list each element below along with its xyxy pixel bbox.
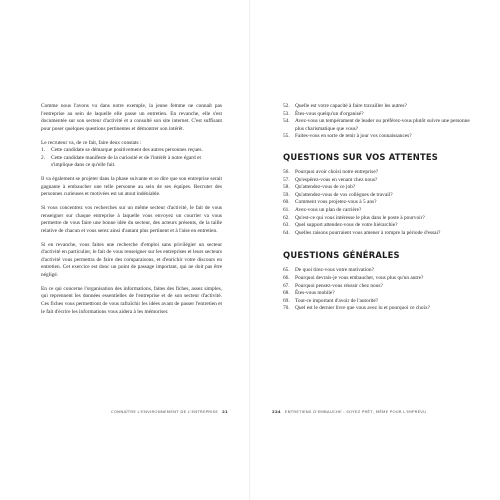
question-number: 64.: [283, 229, 290, 236]
question-text: Qu'est-ce qui vous intéresse le plus dans le poste à pourvoir?: [295, 214, 425, 221]
item-number: 2.: [41, 154, 46, 161]
item-number: 1.: [41, 147, 46, 154]
item-text: Cette candidate se démarque positivement des autres personnes reçues.: [51, 147, 203, 154]
question-text: Avez-vous un tempérament de leader ou préférez-vous plutôt suivre une personne plus charismatique que vous?: [295, 118, 470, 132]
question-number: 66.: [283, 274, 290, 281]
question-number: 53.: [283, 110, 290, 117]
question-number: 61.: [283, 206, 290, 213]
paragraph: Comme nous l'avons vu dans notre exemple, la jeune femme ne connaît pas l'entreprise au sein de laquelle elle passe un entretien. En revanche, elle s'est documentée sur son secteur d'activité et a consulté son site internet. C'est suffisant pour poser quelques questions pertinentes et démontrer son intérêt.: [41, 103, 222, 132]
question-item: [283, 230, 473, 238]
question-text: Pourquoi devrais-je vous embaucher, vous plus qu'un autre?: [295, 274, 424, 281]
question-item: [283, 215, 473, 223]
question-number: 65.: [283, 267, 290, 274]
questions-list-top: [283, 103, 473, 141]
question-text: Quelle est votre capacité à faire travailler les autres?: [295, 103, 407, 109]
footer-title: ENTRETIENS D'EMBAUCHE : SOYEZ PRÊT, MÊME POUR L'IMPRÉVU: [284, 409, 427, 414]
question-text: Faites-vous en sorte de tenir à jour vos connaissances?: [295, 133, 412, 140]
question-text: Êtes-vous mobile?: [295, 290, 335, 297]
constats-list: [41, 147, 222, 170]
question-item: [283, 283, 473, 291]
section-heading-generales: QUESTIONS GÉNÉRALES: [283, 250, 400, 261]
question-text: De quoi tirez-vous votre motivation?: [295, 267, 374, 274]
paragraph: Si vous concentrez vos recherches sur un même secteur d'activité, le fait de vous renseigner sur chaque entreprise à laquelle vous envoyez un courrier va vous permettre de vous faire une bonne idée du secteur, des acteurs présents, de la taille relative de chacun et vous serez ainsi d'autant plus pertinent et à l'aise en entretien.: [41, 205, 222, 234]
list-item: [41, 155, 222, 170]
question-number: 67.: [283, 282, 290, 289]
question-item: [283, 207, 473, 215]
question-text: Pourquoi avoir choisi notre entreprise?: [295, 168, 379, 175]
question-number: 54.: [283, 118, 290, 125]
question-item: [283, 192, 473, 200]
footer-title: CONNAÎTRE L'ENVIRONNEMENT DE L'ENTREPRISE: [110, 409, 219, 414]
question-text: Qu'attendez-vous de vos collègues de travail?: [295, 191, 393, 198]
right-text-column: [283, 103, 473, 313]
question-number: 69.: [283, 297, 290, 304]
paragraph: Si en revanche, vous faites une recherche d'emploi sans privilégier un secteur d'activité en particulier, le fait de vous renseigner sur les entreprises et leurs secteurs d'activité vous permettra de faire des comparaisons, et d'enrichir votre discours en entretien. Cet exercice est donc un point de passage important, qui ne doit pas être négligé.: [41, 241, 222, 279]
question-item: [283, 184, 473, 192]
question-item: [283, 199, 473, 207]
question-text: Qu'espérez-vous en venant chez nous?: [295, 176, 378, 183]
question-item: [283, 103, 473, 111]
questions-list-attentes: [283, 169, 473, 237]
question-text: Quel support attendez-vous de votre hiérarchie?: [295, 222, 398, 229]
question-number: 62.: [283, 214, 290, 221]
paragraph: En ce qui concerne l'organisation des informations, faites des fiches, assez simples, qui reprennent les données essentielles de l'entreprise et de son secteur d'activité. Ces fiches vous permettront de vous rafraîchir les idées avant de passer l'entretien et le fait d'écrire les informations vous aidera à les mémoriser.: [41, 285, 222, 315]
question-text: Avez-vous un plan de carrière?: [295, 206, 362, 213]
running-footer-left: [111, 409, 228, 414]
question-item: [283, 298, 473, 306]
question-text: Pourquoi pensez-vous réussir chez nous?: [295, 282, 383, 289]
paragraph: Il va également se projeter dans la phase suivante et se dire que son entreprise serait gagnante à embaucher une telle personne au sein de ses équipes. Recruter des personnes curieuses et motivées est un atout indéniable.: [41, 176, 222, 198]
list-item: [41, 147, 222, 155]
section-heading-attentes: QUESTIONS SUR VOS ATTENTES: [283, 151, 439, 162]
right-page: [250, 0, 500, 500]
page-number: 224: [272, 409, 281, 414]
paragraph: Le recruteur va, de ce fait, faire deux constats :: [41, 139, 142, 146]
question-number: 57.: [283, 176, 290, 183]
question-number: 52.: [283, 103, 290, 109]
question-text: Quel est le dernier livre que vous avez lu et pourquoi ce choix?: [295, 305, 431, 312]
question-item: [283, 177, 473, 185]
question-number: 56.: [283, 168, 290, 175]
item-text: Cette candidate manifeste de la curiosité et de l'intérêt à notre égard et s'implique dans ce qu'elle fait.: [51, 154, 201, 169]
question-text: Tout-ce important d'avoir de l'autorité?: [295, 297, 379, 304]
left-text-column: [41, 103, 222, 322]
question-item: [283, 290, 473, 298]
questions-list-generales: [283, 267, 473, 313]
question-number: 68.: [283, 290, 290, 297]
question-text: Qu'attendez-vous de ce job?: [295, 184, 356, 191]
page-number: 21: [222, 409, 228, 414]
question-text: Comment vous projetez-vous à 5 ans?: [295, 199, 377, 206]
question-item: [283, 133, 473, 141]
question-number: 60.: [283, 199, 290, 206]
running-footer-right: [272, 409, 426, 414]
question-number: 63.: [283, 222, 290, 229]
question-text: Quelles raisons pourraient vous amener à rompre la période d'essai?: [295, 229, 441, 236]
question-item: [283, 222, 473, 230]
question-item: [283, 118, 473, 133]
question-item: [283, 169, 473, 177]
question-number: 55.: [283, 133, 290, 140]
question-item: [283, 305, 473, 313]
question-number: 58.: [283, 184, 290, 191]
question-number: 70.: [283, 305, 290, 312]
question-text: Êtes-vous quelqu'un d'organisé?: [295, 110, 364, 117]
question-item: [283, 275, 473, 283]
question-number: 59.: [283, 191, 290, 198]
question-item: [283, 267, 473, 275]
